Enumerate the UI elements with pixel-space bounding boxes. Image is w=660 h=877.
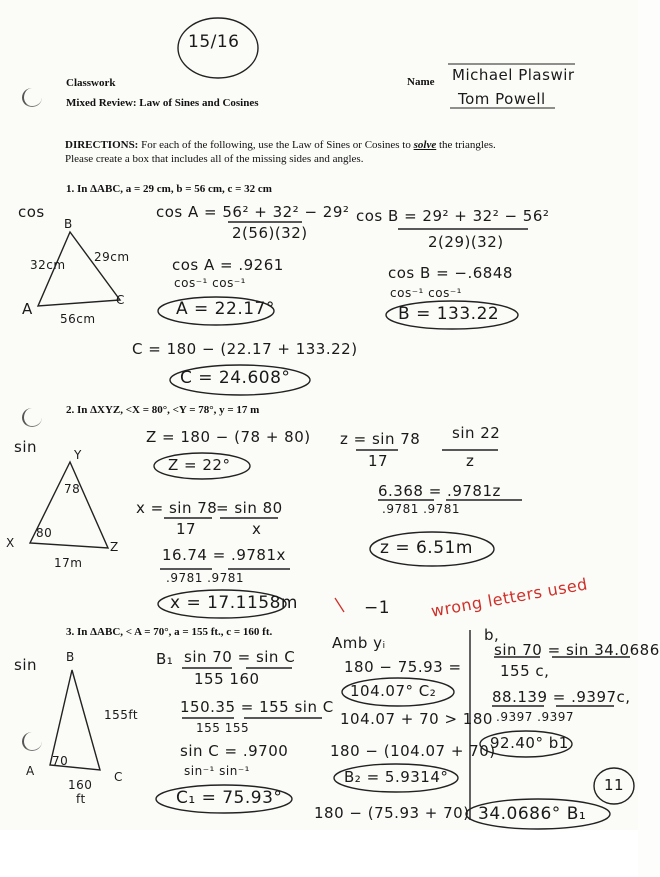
work-line: 2(29)(32) — [428, 233, 504, 251]
side-label: 56cm — [60, 312, 96, 326]
red-check — [335, 598, 344, 612]
answer-B: B = 133.22 — [398, 304, 500, 324]
work-line: 180 − (75.93 + 70) — [314, 804, 470, 822]
work-line: 2(56)(32) — [232, 224, 308, 242]
answer-C2: 104.07° C₂ — [350, 682, 437, 700]
work-label: Amb yᵢ — [332, 634, 386, 652]
work-line: z — [466, 452, 475, 470]
classwork-label: Classwork — [66, 77, 116, 89]
answer-z: z = 6.51m — [380, 538, 473, 558]
method-label: cos — [18, 203, 45, 221]
side-label: 160 — [68, 778, 93, 792]
side-label: ft — [76, 792, 86, 806]
work-line: 155 c, — [500, 662, 550, 680]
angle-label: 80 — [36, 526, 53, 540]
work-line: 17 — [176, 520, 197, 538]
work-line: sin 22 — [452, 424, 501, 442]
work-line: cos B = −.6848 — [388, 264, 513, 282]
work-line: 88.139 = .9397c, — [492, 688, 631, 706]
vertex-label: A — [26, 764, 35, 778]
problem-3-prompt: 3. In ΔABC, < A = 70°, a = 155 ft., c = 160 ft. — [66, 626, 273, 638]
work-line: cos⁻¹ cos⁻¹ — [390, 286, 462, 300]
answer-B2: B₂ = 5.9314° — [344, 768, 449, 786]
work-line: cos B = 29² + 32² − 56² — [356, 207, 550, 225]
student-name-1: Michael Plaswir — [452, 66, 575, 84]
work-line: = sin 80 — [216, 499, 283, 517]
vertex-label: X — [6, 536, 15, 550]
angle-label: 78 — [64, 482, 81, 496]
worksheet-subtitle: Mixed Review: Law of Sines and Cosines — [66, 97, 259, 109]
work-line: x = sin 78 — [136, 499, 218, 517]
deduction-mark: −1 — [364, 598, 391, 618]
work-line: .9397 .9397 — [496, 710, 575, 724]
work-line: .9781 .9781 — [166, 571, 245, 585]
work-line: 150.35 = 155 sin C — [180, 698, 334, 716]
teacher-comment: wrong letters used — [429, 574, 590, 621]
angle-label: 70 — [52, 754, 69, 768]
problem-2-prompt: 2. In ΔXYZ, <X = 80°, <Y = 78°, y = 17 m — [66, 404, 260, 416]
answer-b1: 92.40° b1 — [490, 734, 569, 752]
vertex-label: A — [22, 300, 33, 318]
answer-x: x = 17.1158m — [170, 593, 298, 613]
work-line: 16.74 = .9781x — [162, 546, 286, 564]
work-label: B₁ — [156, 650, 174, 668]
page-marker: 11 — [604, 776, 625, 794]
answer-Z: Z = 22° — [168, 456, 231, 474]
answer-C: C = 24.608° — [180, 368, 291, 388]
side-label: 32cm — [30, 258, 66, 272]
score: 15/16 — [188, 32, 240, 52]
work-line: 104.07 + 70 > 180 — [340, 710, 493, 728]
student-name-2: Tom Powell — [458, 90, 546, 108]
vertex-label: B — [66, 650, 75, 664]
work-line: C = 180 − (22.17 + 133.22) — [132, 340, 358, 358]
vertex-label: Y — [74, 448, 82, 462]
side-label: 17m — [54, 556, 83, 570]
work-line: .9781 .9781 — [382, 502, 461, 516]
answer-B1: 34.0686° B₁ — [478, 804, 587, 824]
side-label: 155ft — [104, 708, 139, 722]
work-line: cos⁻¹ cos⁻¹ — [174, 276, 246, 290]
work-line: x — [252, 520, 262, 538]
work-line: sin 70 = sin 34.0686 — [494, 641, 660, 659]
work-line: sin⁻¹ sin⁻¹ — [184, 764, 250, 778]
work-line: sin C = .9700 — [180, 742, 289, 760]
work-line: Z = 180 − (78 + 80) — [146, 428, 311, 446]
method-label: sin — [14, 438, 37, 456]
method-label: sin — [14, 656, 37, 674]
work-line: 180 − (104.07 + 70) — [330, 742, 496, 760]
work-line: 155 155 — [196, 721, 250, 735]
vertex-label: B — [64, 217, 73, 231]
name-label: Name — [407, 76, 435, 88]
work-line: 17 — [368, 452, 389, 470]
work-line: z = sin 78 — [340, 430, 421, 448]
work-line: sin 70 = sin C — [184, 648, 296, 666]
work-line: 155 160 — [194, 670, 260, 688]
answer-A: A = 22.17° — [176, 299, 275, 319]
side-label: 29cm — [94, 250, 130, 264]
vertex-label: C — [116, 293, 125, 307]
answer-C1: C₁ = 75.93° — [176, 788, 283, 808]
work-line: cos A = .9261 — [172, 256, 284, 274]
directions: DIRECTIONS: For each of the following, use the Law of Sines or Cosines to solve the triangles. Please create a box that includes all of the missing sides and angles. — [65, 139, 496, 165]
work-label: b, — [484, 626, 500, 644]
work-line: 180 − 75.93 = — [344, 658, 462, 676]
work-line: 6.368 = .9781z — [378, 482, 501, 500]
work-line: cos A = 56² + 32² − 29² — [156, 203, 350, 221]
problem-1-prompt: 1. In ΔABC, a = 29 cm, b = 56 cm, c = 32 cm — [66, 183, 272, 195]
vertex-label: C — [114, 770, 123, 784]
vertex-label: Z — [110, 540, 119, 554]
